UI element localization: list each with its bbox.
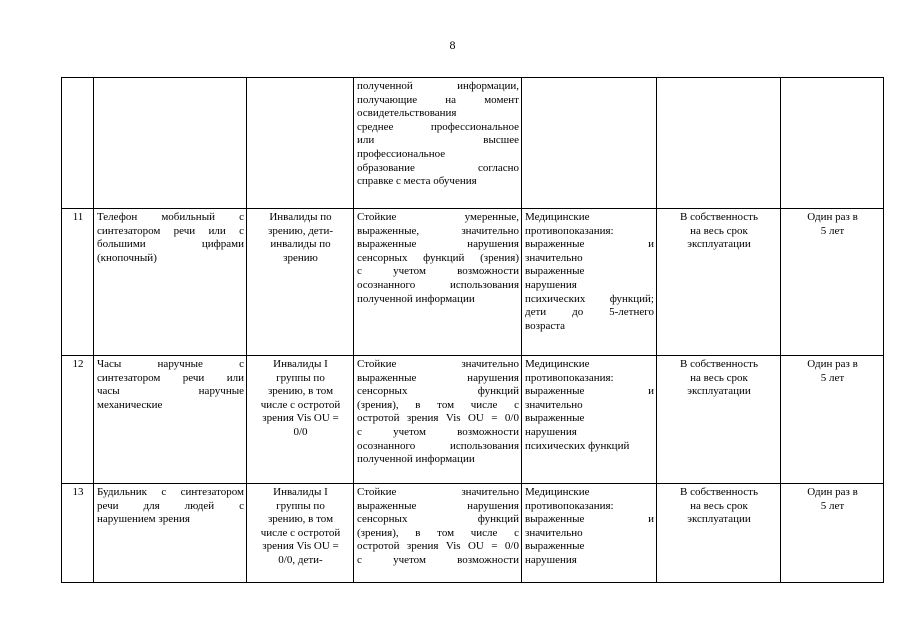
page-number: 8 xyxy=(449,38,456,52)
table-row xyxy=(62,78,884,209)
cell-text-line: психических функций xyxy=(525,439,630,452)
cell-text-line: получающие на момент xyxy=(357,93,519,106)
rehabilitation-means-table xyxy=(61,77,884,583)
device-name-cell xyxy=(94,78,247,209)
cell-text-line: Медицинские xyxy=(525,211,590,223)
table-body xyxy=(62,78,884,583)
cell-text-line: синтезатором речи или xyxy=(97,371,244,384)
cell-text-line: с учетом возможности xyxy=(357,265,519,278)
cell-text-line: 5 лет xyxy=(820,499,845,512)
cell-text-line: выраженные и xyxy=(525,385,654,398)
cell-text-line: зрения Vis OU = xyxy=(262,412,339,425)
row-number-cell: 13 xyxy=(62,484,94,583)
cell-text-line: выраженные и xyxy=(525,238,654,251)
cell-text-line: группы по xyxy=(276,499,325,512)
cell-text-line: речи для людей с xyxy=(97,499,244,512)
cell-text-line: зрения Vis OU = xyxy=(262,540,339,553)
cell-text-line: Телефон мобильный с xyxy=(97,211,244,223)
cell-text-line: механические xyxy=(97,398,163,411)
cell-text-line: противопоказания: xyxy=(525,371,614,384)
period-cell xyxy=(781,209,884,356)
cell-text-line: справке с места обучения xyxy=(357,175,477,188)
ownership-cell xyxy=(657,484,781,583)
cell-text-line: зрению xyxy=(283,251,318,264)
cell-text-line: противопоказания: xyxy=(525,224,614,237)
cell-text-line: (зрения), в том числе с xyxy=(357,526,519,539)
cell-text-line: выраженные нарушения xyxy=(357,499,519,512)
cell-text-line: возраста xyxy=(525,319,566,332)
cell-text-line: В собственность xyxy=(679,211,759,223)
table-row xyxy=(62,209,884,356)
ownership-cell xyxy=(657,78,781,209)
cell-text-line: Медицинские xyxy=(525,486,590,498)
recipients-cell xyxy=(247,78,354,209)
cell-text-line: нарушения xyxy=(525,553,577,566)
cell-text-line: сенсорных функций xyxy=(357,385,519,398)
cell-text-line: с учетом возможности xyxy=(357,425,519,438)
cell-text-line: с учетом возможности xyxy=(357,553,519,566)
cell-text-line: полученной информации xyxy=(357,453,475,466)
contraindications-cell xyxy=(522,356,657,484)
cell-text-line: синтезатором речи или с xyxy=(97,224,244,237)
cell-text-line: остротой зрения Vis OU = 0/0 xyxy=(357,540,519,553)
contraindications-cell xyxy=(522,78,657,209)
cell-text-line: Медицинские xyxy=(525,358,590,370)
cell-text-line: дети до 5-летнего xyxy=(525,306,654,319)
table-row xyxy=(62,484,884,583)
cell-text-line: освидетельствования xyxy=(357,107,457,120)
cell-text-line: В собственность xyxy=(679,358,759,370)
cell-text-line: зрению, в том xyxy=(267,385,334,398)
cell-text-line: выраженные нарушения xyxy=(357,238,519,251)
cell-text-line: выраженные xyxy=(525,540,585,553)
cell-text-line: профессиональное xyxy=(357,147,446,160)
cell-text-line: Инвалиды I xyxy=(273,486,328,498)
cell-text-line: Один раз в xyxy=(807,358,858,370)
cell-text-line: Стойкие значительно xyxy=(357,486,519,498)
recipients-cell xyxy=(247,356,354,484)
cell-text-line: полученной информации xyxy=(357,292,475,305)
indications-cell xyxy=(354,484,522,583)
cell-text-line: на весь срок xyxy=(690,224,748,237)
cell-text-line: Инвалиды по xyxy=(269,211,332,223)
cell-text-line: В собственность xyxy=(679,486,759,498)
cell-text-line: выраженные нарушения xyxy=(357,371,519,384)
recipients-cell xyxy=(247,209,354,356)
cell-text-line: на весь срок xyxy=(690,371,748,384)
ownership-cell xyxy=(657,356,781,484)
cell-text-line: Один раз в xyxy=(807,211,858,223)
cell-text-line: полученной информации, xyxy=(357,80,519,92)
contraindications-cell xyxy=(522,209,657,356)
period-cell xyxy=(781,78,884,209)
cell-text-line: остротой зрения Vis OU = 0/0 xyxy=(357,412,519,425)
row-number-cell xyxy=(62,78,94,209)
cell-text-line: инвалиды по xyxy=(270,238,331,251)
cell-text-line: эксплуатации xyxy=(687,513,751,526)
cell-text-line: 5 лет xyxy=(820,224,845,237)
cell-text-line: противопоказания: xyxy=(525,499,614,512)
ownership-cell xyxy=(657,209,781,356)
period-cell xyxy=(781,356,884,484)
cell-text-line: Один раз в xyxy=(807,486,858,498)
cell-text-line: или высшее xyxy=(357,134,519,147)
cell-text-line: нарушения xyxy=(525,425,577,438)
cell-text-line: значительно xyxy=(525,251,583,264)
cell-text-line: большими цифрами xyxy=(97,238,244,251)
cell-text-line: Будильник с синтезатором xyxy=(97,486,244,498)
indications-cell xyxy=(354,209,522,356)
cell-text-line: 0/0, дети- xyxy=(278,553,323,566)
cell-text-line: выраженные xyxy=(525,265,585,278)
table-row xyxy=(62,356,884,484)
contraindications-cell xyxy=(522,484,657,583)
cell-text-line: нарушением зрения xyxy=(97,513,190,526)
cell-text-line: числе с остротой xyxy=(260,398,341,411)
cell-text-line: зрению, дети- xyxy=(267,224,334,237)
cell-text-line: на весь срок xyxy=(690,499,748,512)
recipients-cell xyxy=(247,484,354,583)
cell-text-line: Часы наручные с xyxy=(97,358,244,370)
cell-text-line: (зрения), в том числе с xyxy=(357,398,519,411)
device-name-cell xyxy=(94,209,247,356)
device-name-cell xyxy=(94,356,247,484)
cell-text-line: осознанного использования xyxy=(357,439,519,452)
row-number-cell: 11 xyxy=(62,209,94,356)
cell-text-line: значительно xyxy=(525,526,583,539)
cell-text-line: Стойкие значительно xyxy=(357,358,519,370)
cell-text-line: эксплуатации xyxy=(687,238,751,251)
indications-cell xyxy=(354,356,522,484)
cell-text-line: 0/0 xyxy=(293,425,308,438)
cell-text-line: выраженные, значительно xyxy=(357,224,519,237)
cell-text-line: Инвалиды I xyxy=(273,358,328,370)
cell-text-line: 5 лет xyxy=(820,371,845,384)
indications-cell xyxy=(354,78,522,209)
period-cell xyxy=(781,484,884,583)
cell-text-line: среднее профессиональное xyxy=(357,120,519,133)
cell-text-line: значительно xyxy=(525,398,583,411)
cell-text-line: числе с остротой xyxy=(260,526,341,539)
row-number-cell: 12 xyxy=(62,356,94,484)
cell-text-line: нарушения xyxy=(525,278,577,291)
cell-text-line: выраженные и xyxy=(525,513,654,526)
cell-text-line: выраженные xyxy=(525,412,585,425)
cell-text-line: образование согласно xyxy=(357,161,519,174)
cell-text-line: сенсорных функций (зрения) xyxy=(357,251,519,264)
cell-text-line: зрению, в том xyxy=(267,513,334,526)
cell-text-line: Стойкие умеренные, xyxy=(357,211,519,223)
device-name-cell xyxy=(94,484,247,583)
cell-text-line: сенсорных функций xyxy=(357,513,519,526)
cell-text-line: группы по xyxy=(276,371,325,384)
cell-text-line: (кнопочный) xyxy=(97,251,157,264)
cell-text-line: часы наручные xyxy=(97,385,244,398)
cell-text-line: психических функций; xyxy=(525,292,654,305)
cell-text-line: осознанного использования xyxy=(357,278,519,291)
cell-text-line: эксплуатации xyxy=(687,385,751,398)
